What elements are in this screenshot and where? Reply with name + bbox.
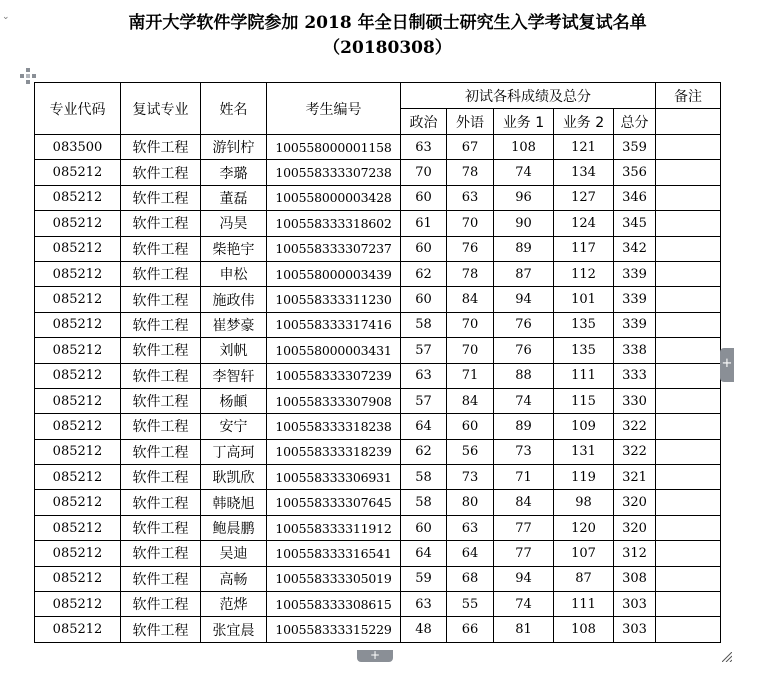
cell-major: 软件工程 xyxy=(121,490,201,515)
cell-course2: 112 xyxy=(554,261,614,286)
table-row xyxy=(35,515,721,540)
cell-name: 范烨 xyxy=(201,592,267,617)
cell-remark xyxy=(656,338,721,363)
cell-foreign: 71 xyxy=(447,363,494,388)
cell-foreign: 73 xyxy=(447,465,494,490)
cell-major: 软件工程 xyxy=(121,287,201,312)
cell-course2: 111 xyxy=(554,363,614,388)
cell-course1: 77 xyxy=(494,515,554,540)
header-foreign: 外语 xyxy=(447,109,494,135)
cell-exam-no: 100558000003428 xyxy=(267,185,401,210)
header-exam-no: 考生编号 xyxy=(267,83,401,135)
cell-exam-no: 100558333306931 xyxy=(267,465,401,490)
cell-course2: 117 xyxy=(554,236,614,261)
cell-course1: 77 xyxy=(494,541,554,566)
cell-name: 杨頔 xyxy=(201,388,267,413)
cell-name: 施政伟 xyxy=(201,287,267,312)
admission-table xyxy=(34,82,721,643)
cell-remark xyxy=(656,388,721,413)
cell-course1: 76 xyxy=(494,312,554,337)
cell-exam-no: 100558333318602 xyxy=(267,211,401,236)
cell-major: 软件工程 xyxy=(121,312,201,337)
cell-exam-no: 100558000003431 xyxy=(267,338,401,363)
cell-major: 软件工程 xyxy=(121,236,201,261)
cell-remark xyxy=(656,439,721,464)
cell-code: 085212 xyxy=(35,211,121,236)
cell-course2: 107 xyxy=(554,541,614,566)
cell-code: 085212 xyxy=(35,515,121,540)
cell-politics: 57 xyxy=(401,388,447,413)
cell-politics: 60 xyxy=(401,287,447,312)
cell-code: 085212 xyxy=(35,566,121,591)
cell-exam-no: 100558333307238 xyxy=(267,160,401,185)
cell-course1: 73 xyxy=(494,439,554,464)
cell-total: 330 xyxy=(614,388,656,413)
cell-foreign: 55 xyxy=(447,592,494,617)
cell-major: 软件工程 xyxy=(121,566,201,591)
cell-foreign: 84 xyxy=(447,388,494,413)
cell-exam-no: 100558333318239 xyxy=(267,439,401,464)
cell-course1: 96 xyxy=(494,185,554,210)
cell-politics: 48 xyxy=(401,617,447,642)
cell-exam-no: 100558333318238 xyxy=(267,414,401,439)
cell-total: 322 xyxy=(614,439,656,464)
cell-foreign: 80 xyxy=(447,490,494,515)
cell-course1: 90 xyxy=(494,211,554,236)
cell-code: 085212 xyxy=(35,592,121,617)
cell-course1: 74 xyxy=(494,160,554,185)
cell-total: 359 xyxy=(614,135,656,160)
document-title: 南开大学软件学院参加 2018 年全日制硕士研究生入学考试复试名单 xyxy=(128,13,647,33)
cell-code: 085212 xyxy=(35,160,121,185)
cell-remark xyxy=(656,261,721,286)
cell-code: 085212 xyxy=(35,185,121,210)
cell-code: 085212 xyxy=(35,617,121,642)
cell-code: 085212 xyxy=(35,236,121,261)
cell-code: 085212 xyxy=(35,490,121,515)
cell-course1: 87 xyxy=(494,261,554,286)
cell-major: 软件工程 xyxy=(121,541,201,566)
cell-total: 342 xyxy=(614,236,656,261)
cell-total: 321 xyxy=(614,465,656,490)
table-row xyxy=(35,261,721,286)
header-course1: 业务 1 xyxy=(494,109,554,135)
cell-course2: 120 xyxy=(554,515,614,540)
table-row xyxy=(35,414,721,439)
table-row xyxy=(35,160,721,185)
cell-exam-no: 100558000001158 xyxy=(267,135,401,160)
cell-name: 鲍晨鹏 xyxy=(201,515,267,540)
table-row xyxy=(35,617,721,642)
cell-politics: 57 xyxy=(401,338,447,363)
header-course2: 业务 2 xyxy=(554,109,614,135)
cell-course1: 88 xyxy=(494,363,554,388)
cell-name: 韩晓旭 xyxy=(201,490,267,515)
cell-politics: 58 xyxy=(401,312,447,337)
header-name: 姓名 xyxy=(201,83,267,135)
cell-exam-no: 100558000003439 xyxy=(267,261,401,286)
cell-politics: 59 xyxy=(401,566,447,591)
cell-course1: 81 xyxy=(494,617,554,642)
cell-major: 软件工程 xyxy=(121,465,201,490)
cell-remark xyxy=(656,135,721,160)
cell-name: 刘帆 xyxy=(201,338,267,363)
cell-exam-no: 100558333316541 xyxy=(267,541,401,566)
document-subtitle: （20180308） xyxy=(323,38,452,58)
cell-foreign: 78 xyxy=(447,160,494,185)
cell-code: 085212 xyxy=(35,287,121,312)
cell-politics: 62 xyxy=(401,439,447,464)
cell-major: 软件工程 xyxy=(121,414,201,439)
cell-politics: 63 xyxy=(401,135,447,160)
table-row xyxy=(35,490,721,515)
cell-name: 张宜晨 xyxy=(201,617,267,642)
cell-remark xyxy=(656,617,721,642)
add-row-symbol: + xyxy=(369,648,381,662)
table-row xyxy=(35,338,721,363)
cell-foreign: 70 xyxy=(447,338,494,363)
table-row xyxy=(35,465,721,490)
cell-foreign: 63 xyxy=(447,515,494,540)
cell-total: 345 xyxy=(614,211,656,236)
cell-code: 085212 xyxy=(35,414,121,439)
cell-exam-no: 100558333311230 xyxy=(267,287,401,312)
table-body xyxy=(35,135,721,643)
cell-code: 085212 xyxy=(35,261,121,286)
cell-total: 322 xyxy=(614,414,656,439)
cell-exam-no: 100558333307645 xyxy=(267,490,401,515)
cell-major: 软件工程 xyxy=(121,515,201,540)
cell-course2: 134 xyxy=(554,160,614,185)
cell-code: 085212 xyxy=(35,338,121,363)
cell-name: 安宁 xyxy=(201,414,267,439)
table-row xyxy=(35,236,721,261)
cell-major: 软件工程 xyxy=(121,617,201,642)
cell-politics: 63 xyxy=(401,363,447,388)
cell-remark xyxy=(656,414,721,439)
cell-major: 软件工程 xyxy=(121,363,201,388)
cell-exam-no: 100558333305019 xyxy=(267,566,401,591)
cell-course2: 115 xyxy=(554,388,614,413)
cell-course1: 94 xyxy=(494,566,554,591)
add-column-symbol: + xyxy=(721,356,733,371)
cell-remark xyxy=(656,236,721,261)
cell-course2: 135 xyxy=(554,312,614,337)
cell-name: 崔梦豪 xyxy=(201,312,267,337)
cell-course1: 94 xyxy=(494,287,554,312)
cell-total: 356 xyxy=(614,160,656,185)
cell-politics: 58 xyxy=(401,465,447,490)
cell-exam-no: 100558333307908 xyxy=(267,388,401,413)
cell-name: 丁高珂 xyxy=(201,439,267,464)
add-row-handle[interactable] xyxy=(357,650,393,662)
cell-total: 339 xyxy=(614,261,656,286)
cell-foreign: 66 xyxy=(447,617,494,642)
cell-course1: 89 xyxy=(494,414,554,439)
header-code: 专业代码 xyxy=(35,83,121,135)
cell-total: 320 xyxy=(614,490,656,515)
cell-total: 312 xyxy=(614,541,656,566)
cell-name: 耿凯欣 xyxy=(201,465,267,490)
cell-course1: 84 xyxy=(494,490,554,515)
cell-politics: 61 xyxy=(401,211,447,236)
table-row xyxy=(35,211,721,236)
cell-major: 软件工程 xyxy=(121,135,201,160)
cell-course1: 108 xyxy=(494,135,554,160)
cell-remark xyxy=(656,211,721,236)
cell-foreign: 67 xyxy=(447,135,494,160)
table-row xyxy=(35,388,721,413)
cell-name: 李璐 xyxy=(201,160,267,185)
cell-course2: 124 xyxy=(554,211,614,236)
table-row xyxy=(35,566,721,591)
cell-major: 软件工程 xyxy=(121,388,201,413)
cell-exam-no: 100558333308615 xyxy=(267,592,401,617)
cell-exam-no: 100558333317416 xyxy=(267,312,401,337)
cell-remark xyxy=(656,515,721,540)
cell-exam-no: 100558333307239 xyxy=(267,363,401,388)
cell-course2: 87 xyxy=(554,566,614,591)
cell-remark xyxy=(656,465,721,490)
cell-course2: 108 xyxy=(554,617,614,642)
table-row xyxy=(35,439,721,464)
cell-name: 柴艳宇 xyxy=(201,236,267,261)
cell-course2: 121 xyxy=(554,135,614,160)
cell-foreign: 78 xyxy=(447,261,494,286)
cell-exam-no: 100558333315229 xyxy=(267,617,401,642)
cell-total: 333 xyxy=(614,363,656,388)
cell-foreign: 63 xyxy=(447,185,494,210)
cell-foreign: 76 xyxy=(447,236,494,261)
cell-foreign: 70 xyxy=(447,312,494,337)
cell-course2: 98 xyxy=(554,490,614,515)
cell-total: 339 xyxy=(614,287,656,312)
cell-remark xyxy=(656,287,721,312)
cell-total: 308 xyxy=(614,566,656,591)
cell-course2: 109 xyxy=(554,414,614,439)
cell-foreign: 84 xyxy=(447,287,494,312)
cell-remark xyxy=(656,566,721,591)
header-major: 复试专业 xyxy=(121,83,201,135)
cell-exam-no: 100558333311912 xyxy=(267,515,401,540)
resize-icon[interactable] xyxy=(722,652,732,662)
cell-code: 085212 xyxy=(35,439,121,464)
cell-total: 346 xyxy=(614,185,656,210)
table-row xyxy=(35,287,721,312)
cell-course1: 74 xyxy=(494,388,554,413)
cell-course2: 119 xyxy=(554,465,614,490)
cell-total: 303 xyxy=(614,617,656,642)
cell-course2: 131 xyxy=(554,439,614,464)
cell-foreign: 60 xyxy=(447,414,494,439)
cell-remark xyxy=(656,160,721,185)
cell-code: 085212 xyxy=(35,541,121,566)
table-row xyxy=(35,363,721,388)
cell-major: 软件工程 xyxy=(121,261,201,286)
cell-remark xyxy=(656,363,721,388)
cell-foreign: 68 xyxy=(447,566,494,591)
cell-major: 软件工程 xyxy=(121,211,201,236)
table-row xyxy=(35,592,721,617)
cell-politics: 70 xyxy=(401,160,447,185)
cell-foreign: 70 xyxy=(447,211,494,236)
cell-course2: 127 xyxy=(554,185,614,210)
table-row xyxy=(35,135,721,160)
cell-politics: 58 xyxy=(401,490,447,515)
cell-course1: 76 xyxy=(494,338,554,363)
cell-total: 320 xyxy=(614,515,656,540)
cell-politics: 62 xyxy=(401,261,447,286)
cell-remark xyxy=(656,185,721,210)
header-scores-group: 初试各科成绩及总分 xyxy=(401,83,656,109)
cell-major: 软件工程 xyxy=(121,160,201,185)
cell-remark xyxy=(656,541,721,566)
header-remark: 备注 xyxy=(656,83,721,109)
cell-foreign: 56 xyxy=(447,439,494,464)
cell-code: 085212 xyxy=(35,363,121,388)
table-row xyxy=(35,185,721,210)
cell-name: 董磊 xyxy=(201,185,267,210)
cell-total: 303 xyxy=(614,592,656,617)
cell-course1: 71 xyxy=(494,465,554,490)
cell-politics: 60 xyxy=(401,515,447,540)
cell-name: 吴迪 xyxy=(201,541,267,566)
cell-foreign: 64 xyxy=(447,541,494,566)
header-politics: 政治 xyxy=(401,109,447,135)
cell-politics: 64 xyxy=(401,414,447,439)
cell-major: 软件工程 xyxy=(121,185,201,210)
cell-name: 冯昊 xyxy=(201,211,267,236)
cell-code: 085212 xyxy=(35,465,121,490)
cell-total: 339 xyxy=(614,312,656,337)
cell-name: 高畅 xyxy=(201,566,267,591)
cell-name: 李智轩 xyxy=(201,363,267,388)
header-remark-empty xyxy=(656,109,721,135)
cell-name: 申松 xyxy=(201,261,267,286)
cell-remark xyxy=(656,592,721,617)
cell-course2: 101 xyxy=(554,287,614,312)
cell-code: 085212 xyxy=(35,388,121,413)
header-total: 总分 xyxy=(614,109,656,135)
cell-remark xyxy=(656,490,721,515)
cell-course1: 74 xyxy=(494,592,554,617)
cell-politics: 60 xyxy=(401,236,447,261)
cell-course2: 135 xyxy=(554,338,614,363)
cell-major: 软件工程 xyxy=(121,338,201,363)
cell-course2: 111 xyxy=(554,592,614,617)
cell-politics: 64 xyxy=(401,541,447,566)
cell-remark xyxy=(656,312,721,337)
cell-major: 软件工程 xyxy=(121,592,201,617)
add-column-handle[interactable] xyxy=(720,348,734,382)
table-row xyxy=(35,541,721,566)
cell-course1: 89 xyxy=(494,236,554,261)
cell-code: 085212 xyxy=(35,312,121,337)
cell-name: 游钊柠 xyxy=(201,135,267,160)
cell-politics: 63 xyxy=(401,592,447,617)
corner-mark-icon: ⌄ xyxy=(2,12,10,22)
cell-code: 083500 xyxy=(35,135,121,160)
cell-major: 软件工程 xyxy=(121,439,201,464)
cell-total: 338 xyxy=(614,338,656,363)
cell-politics: 60 xyxy=(401,185,447,210)
cell-exam-no: 100558333307237 xyxy=(267,236,401,261)
table-row xyxy=(35,312,721,337)
